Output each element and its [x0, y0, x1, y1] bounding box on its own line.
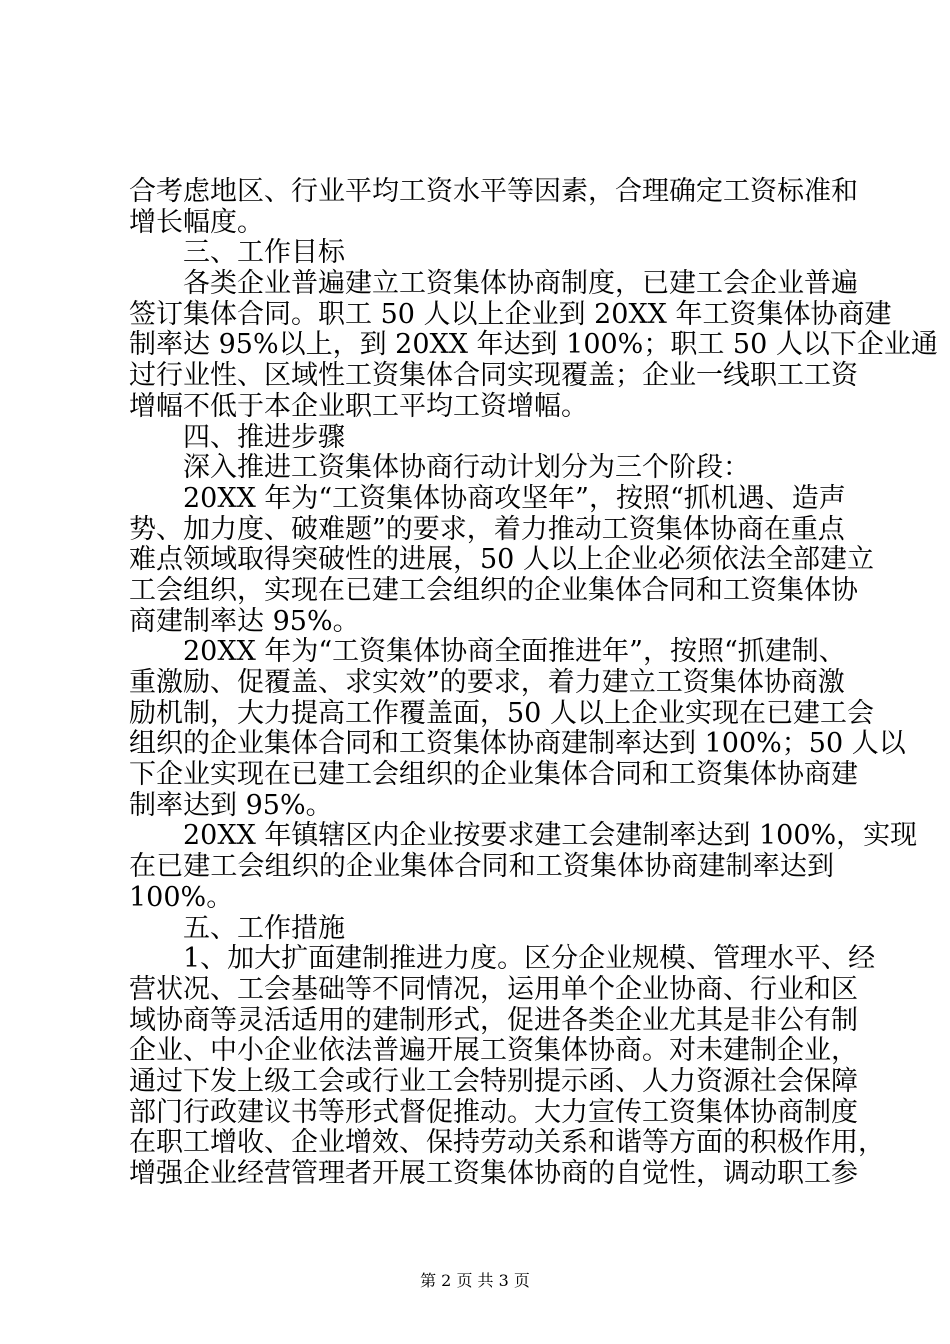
text-line: 20XX 年为“工资集体协商攻坚年”，按照“抓机遇、造声 — [183, 482, 846, 514]
section-heading: 四、推进步骤 — [183, 421, 345, 453]
text-line: 深入推进工资集体协商行动计划分为三个阶段： — [183, 452, 750, 484]
text-line: 在已建工会组织的企业集体合同和工资集体协商建制率达到 — [129, 851, 834, 883]
text-line: 营状况、工会基础等不同情况，运用单个企业协商、行业和区 — [129, 973, 858, 1005]
section-heading: 五、工作措施 — [183, 912, 345, 944]
text-line: 通过下发上级工会或行业工会特别提示函、人力资源社会保障 — [129, 1065, 858, 1097]
document-body — [129, 176, 938, 1190]
text-line: 制率达到 95%。 — [129, 789, 333, 821]
text-line: 制率达 95%以上，到 20XX 年达到 100%；职工 50 人以下企业通 — [129, 329, 938, 361]
text-line: 增长幅度。 — [129, 206, 264, 238]
text-line: 签订集体合同。职工 50 人以上企业到 20XX 年工资集体协商建 — [129, 298, 892, 330]
text-line: 重激励、促覆盖、求实效”的要求，着力建立工资集体协商激 — [129, 667, 845, 698]
section-heading: 三、工作目标 — [183, 237, 345, 269]
text-line: 部门行政建议书等形式督促推动。大力宣传工资集体协商制度 — [129, 1096, 858, 1128]
text-line: 20XX 年镇辖区内企业按要求建工会建制率达到 100%，实现 — [183, 820, 918, 852]
text-line: 合考虑地区、行业平均工资水平等因素，合理确定工资标准和 — [129, 176, 858, 207]
text-line: 域协商等灵活适用的建制形式，促进各类企业尤其是非公有制 — [129, 1004, 858, 1036]
text-line: 1、加大扩面建制推进力度。区分企业规模、管理水平、经 — [183, 943, 876, 975]
text-line: 下企业实现在已建工会组织的企业集体合同和工资集体协商建 — [129, 759, 858, 791]
text-line: 商建制率达 95%。 — [129, 605, 360, 637]
text-line: 难点领域取得突破性的进展，50 人以上企业必须依法全部建立 — [129, 544, 874, 576]
text-line: 各类企业普遍建立工资集体协商制度，已建工会企业普遍 — [183, 268, 858, 300]
page-number-footer: 第 2 页 共 3 页 — [420, 1271, 530, 1290]
text-line: 增幅不低于本企业职工平均工资增幅。 — [129, 390, 588, 422]
text-line: 20XX 年为“工资集体协商全面推进年”，按照“抓建制、 — [183, 636, 846, 668]
text-line: 100%。 — [129, 881, 234, 913]
text-line: 势、加力度、破难题”的要求，着力推动工资集体协商在重点 — [129, 513, 845, 545]
text-line: 在职工增收、企业增效、保持劳动关系和谐等方面的积极作用， — [129, 1127, 885, 1159]
text-line: 企业、中小企业依法普遍开展工资集体协商。对未建制企业， — [129, 1035, 858, 1067]
text-line: 过行业性、区域性工资集体合同实现覆盖；企业一线职工工资 — [129, 360, 858, 392]
text-line: 组织的企业集体合同和工资集体协商建制率达到 100%；50 人以 — [129, 728, 906, 760]
text-line: 增强企业经营管理者开展工资集体协商的自觉性，调动职工参 — [129, 1158, 858, 1189]
text-line: 励机制，大力提高工作覆盖面，50 人以上企业实现在已建工会 — [129, 697, 874, 729]
text-line: 工会组织，实现在已建工会组织的企业集体合同和工资集体协 — [129, 574, 858, 606]
